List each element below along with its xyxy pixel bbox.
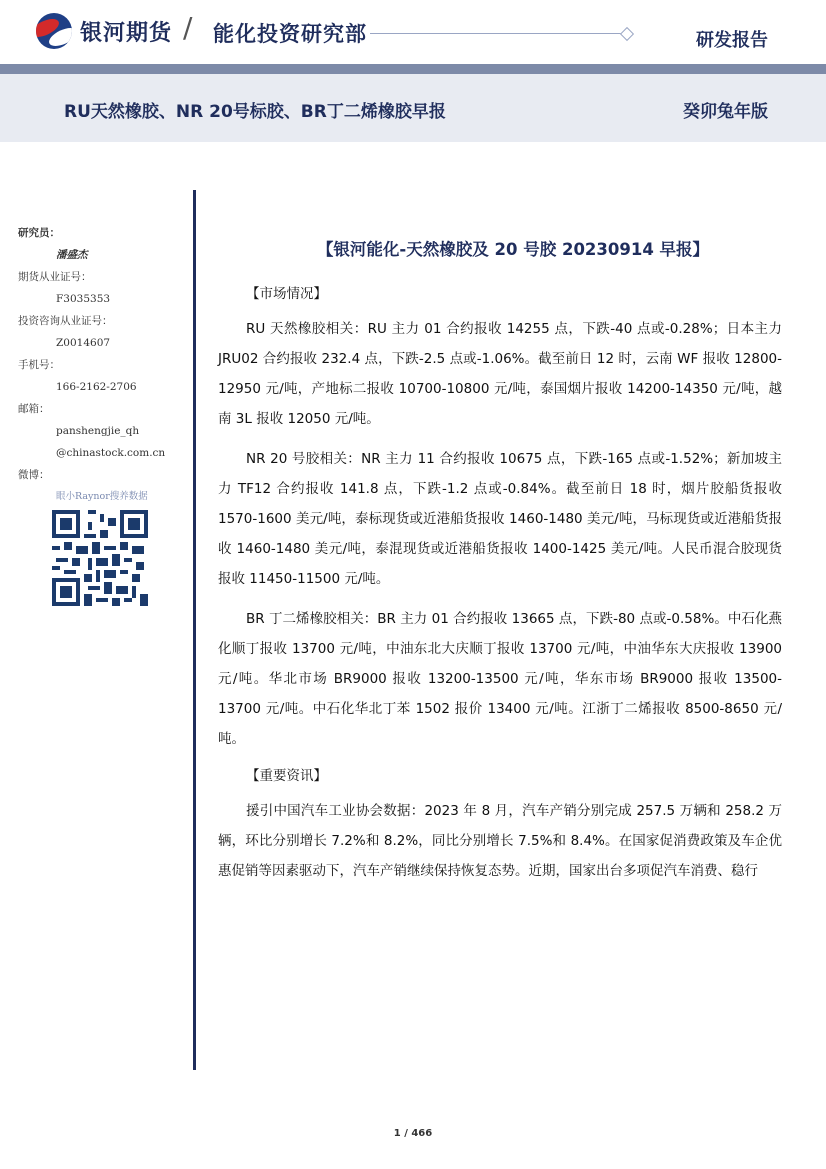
wechat-label: 微博： bbox=[18, 469, 50, 481]
company-name: 银河期货 bbox=[80, 21, 173, 46]
section-market-heading: 【市场情况】 bbox=[246, 286, 327, 302]
header-line bbox=[370, 33, 630, 34]
paragraph-ru: RU 天然橡胶相关：RU 主力 01 合约报收 14255 点，下跌-40 点或-0.28%；日本主力 JRU02 合约报收 232.4 点，下跌-2.5 点或-1.06%。截至前日 12 时，云南 WF 报收 12800-12950 元/吨，产地标二报收 10700-10800 元/吨，泰国烟片报收 14200-14350 元/吨，越南 3L 报收 12050 元/吨。 bbox=[218, 321, 782, 427]
section-news-heading: 【重要资讯】 bbox=[246, 768, 327, 784]
phone-number: 166-2162-2706 bbox=[56, 381, 137, 393]
band-edition: 癸卯兔年版 bbox=[683, 102, 768, 122]
header-stripe bbox=[0, 64, 826, 74]
author-sidebar bbox=[18, 222, 190, 508]
email-part-1: panshengjie_qh bbox=[56, 425, 140, 437]
email-label: 邮箱： bbox=[18, 403, 50, 415]
document-body bbox=[218, 282, 782, 896]
band-title: RU天然橡胶、NR 20号标胶、BR丁二烯橡胶早报 bbox=[64, 102, 446, 122]
futures-cert-label: 期货从业证号： bbox=[18, 271, 92, 283]
paragraph-br: BR 丁二烯橡胶相关：BR 主力 01 合约报收 13665 点，下跌-80 点或-0.58%。中石化燕化顺丁报收 13700 元/吨，中油东北大庆顺丁报收 13700 元/吨，中油华东大庆报收 13900 元/吨。华北市场 BR9000 报收 13200-13500 元/吨，华东市场 BR9000 报收 13500-13700 元/吨。中石化华北丁苯 1502 报价 13400 元/吨。江浙丁二烯报收 8500-8650 元/吨。 bbox=[218, 611, 782, 747]
company-logo-icon bbox=[36, 13, 72, 49]
qr-code-icon bbox=[52, 510, 148, 606]
wechat-account: 眼小Raynor搜养数据 bbox=[56, 491, 148, 502]
sidebar-divider bbox=[193, 190, 196, 1070]
report-type: 研发报告 bbox=[696, 30, 768, 51]
invest-cert: Z0014607 bbox=[56, 337, 111, 349]
email-part-2: @chinastock.com.cn bbox=[56, 447, 166, 459]
header-diamond-icon bbox=[620, 27, 634, 41]
header-slash: / bbox=[183, 11, 193, 44]
paragraph-news: 援引中国汽车工业协会数据：2023 年 8 月，汽车产销分别完成 257.5 万辆和 258.2 万辆，环比分别增长 7.2%和 8.2%，同比分别增长 7.5%和 8.4%。在国家促消费政策及车企优惠促销等因素驱动下，汽车产销继续保持恢复态势。近期，国家出台多项促汽车消费、稳行 bbox=[218, 803, 782, 879]
phone-label: 手机号： bbox=[18, 359, 60, 371]
futures-cert: F3035353 bbox=[56, 293, 111, 305]
department-name: 能化投资研究部 bbox=[213, 22, 367, 46]
invest-cert-label: 投资咨询从业证号： bbox=[18, 315, 113, 327]
page-number: 1 / 466 bbox=[393, 1128, 433, 1139]
paragraph-nr: NR 20 号胶相关：NR 主力 11 合约报收 10675 点，下跌-165 点或-1.52%；新加坡主力 TF12 合约报收 141.8 点，下跌-1.2 点或-0.84%。截至前日 18 时，烟片胶船货报收 1570-1600 美元/吨，泰标现货或近港船货报收 1460-1480 美元/吨，马标现货或近港船货报收 1460-1480 美元/吨，泰混现货或近港船货报收 1400-1425 美元/吨。人民币混合胶现货报收 11450-11500 元/吨。 bbox=[218, 451, 782, 587]
researcher-name: 潘盛杰 bbox=[56, 249, 88, 261]
researcher-label: 研究员： bbox=[18, 227, 60, 239]
document-title: 【银河能化-天然橡胶及 20 号胶 20230914 早报】 bbox=[316, 240, 710, 259]
